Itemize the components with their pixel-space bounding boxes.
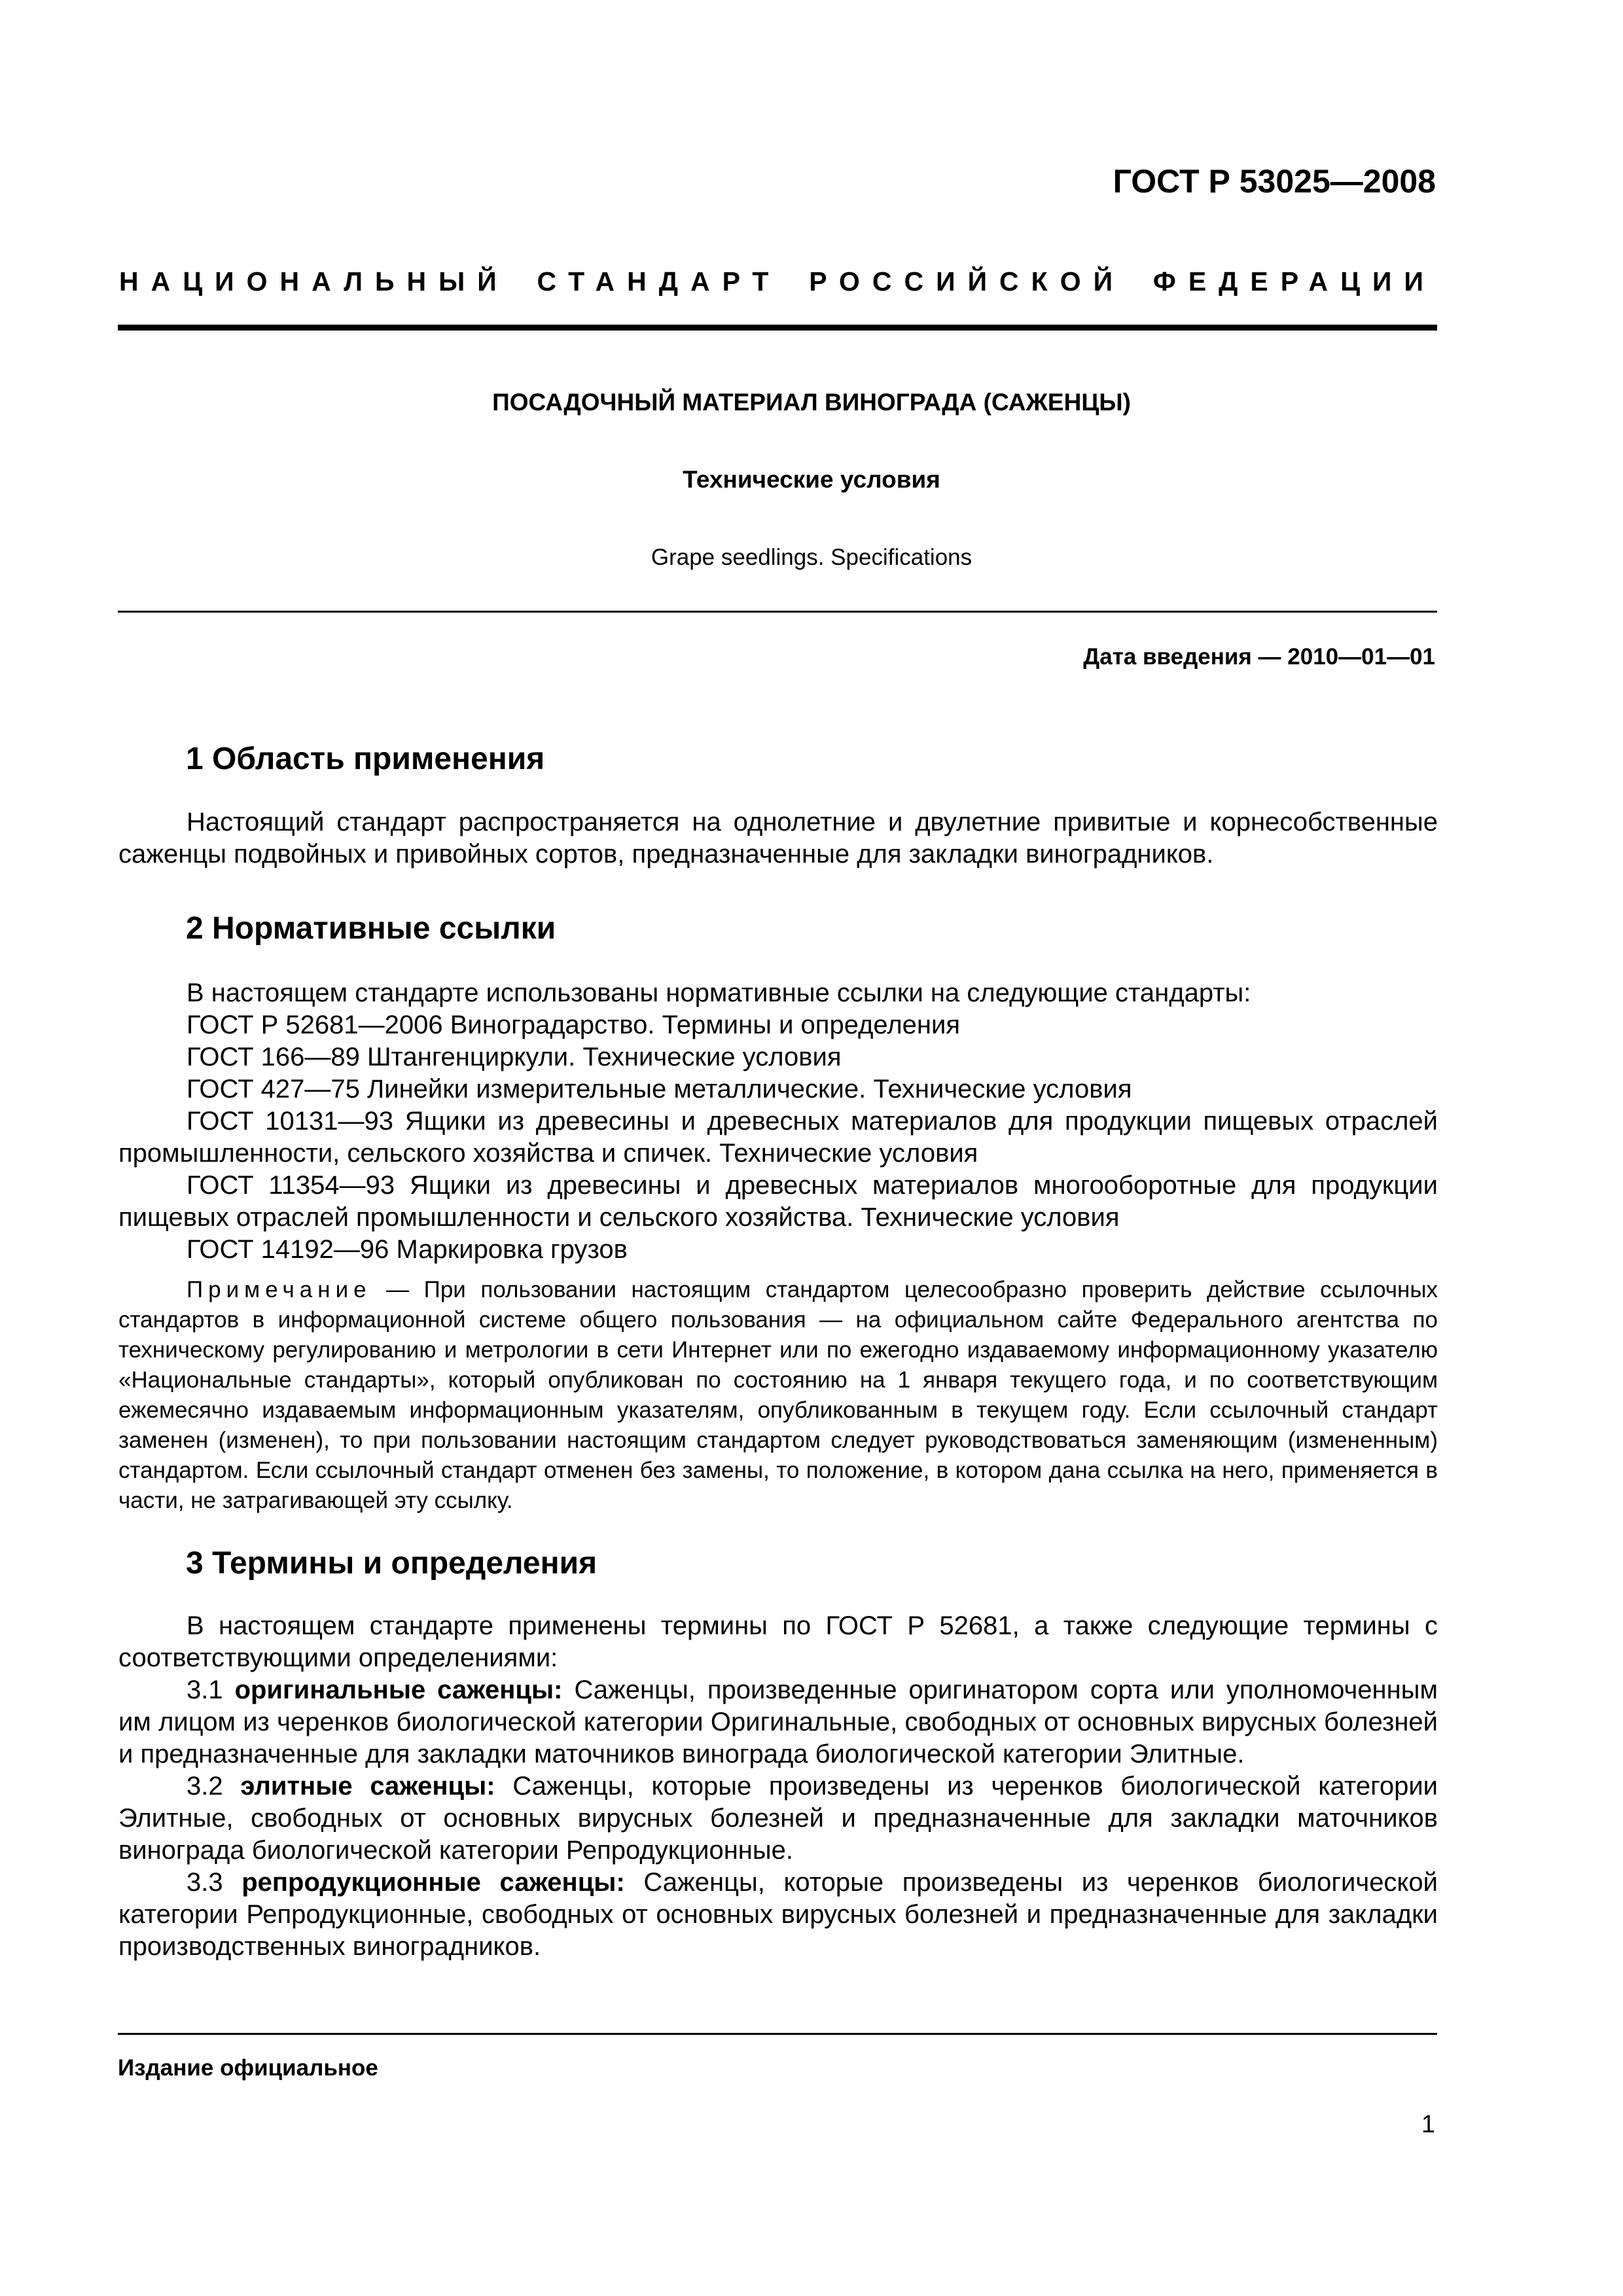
- term-definition: [118, 1770, 1438, 1867]
- term-definition: [118, 1867, 1438, 1963]
- section-1-heading: 1 Область применения: [186, 742, 545, 776]
- term-name: элитные саженцы:: [240, 1772, 495, 1801]
- banner-word: РОССИЙСКОЙ: [809, 266, 1126, 296]
- document-subtitle: Технические условия: [683, 466, 940, 493]
- paragraph: В настоящем стандарте использованы нормативные ссылки на следующие стандарты:: [187, 978, 1251, 1007]
- section-2-body: [118, 977, 1438, 1266]
- reference-item: ГОСТ 427—75 Линейки измерительные металлические. Технические условия: [187, 1075, 1132, 1103]
- banner-word: СТАНДАРТ: [537, 266, 781, 296]
- term-text: Саженцы, произведенные оригинатором сорта или уполномоченным им лицом из черенков биологической категории Оригинальные, свободных от основных вирусных болезней и предназначенные для закладки маточников винограда биологической категории Элитные.: [118, 1676, 1438, 1768]
- banner-word: НАЦИОНАЛЬНЫЙ: [119, 266, 509, 296]
- reference-item: ГОСТ 166—89 Штангенциркули. Технические условия: [187, 1043, 842, 1071]
- gost-number: ГОСТ Р 53025—2008: [1113, 163, 1436, 200]
- section-3-heading: 3 Термины и определения: [186, 1546, 597, 1581]
- term-name: репродукционные саженцы:: [241, 1868, 625, 1897]
- term-number: 3.3: [187, 1868, 223, 1897]
- paragraph: Настоящий стандарт распространяется на однолетние и двулетние привитые и корнесобственные саженцы подвойных и привойных сортов, предназначенные для закладки виноградников.: [118, 808, 1438, 869]
- term-number: 3.1: [187, 1676, 223, 1704]
- reference-item: ГОСТ 14192—96 Маркировка грузов: [187, 1235, 628, 1264]
- paragraph: В настоящем стандарте применены термины по ГОСТ Р 52681, а также следующие термины с соответствующими определениями:: [118, 1611, 1438, 1672]
- section-3-body: [118, 1610, 1438, 1963]
- term-text: Саженцы, которые произведены из черенков биологической категории Репродукционные, свободных от основных вирусных болезней и предназначенные для закладки производственных виноградников.: [118, 1868, 1438, 1961]
- footer-divider: [118, 2033, 1437, 2035]
- note-label: Примечание: [187, 1277, 372, 1302]
- section-2-heading: 2 Нормативные ссылки: [186, 911, 556, 946]
- term-text: Саженцы, которые произведены из черенков биологической категории Элитные, свободных от основных вирусных болезней и предназначенные для закладки маточников винограда биологической категории Репродукционные.: [118, 1772, 1438, 1865]
- header-divider: [118, 325, 1437, 331]
- introduction-date: Дата введения — 2010—01—01: [1083, 644, 1435, 670]
- term-name: оригинальные саженцы:: [234, 1676, 563, 1704]
- reference-item: ГОСТ 11354—93 Ящики из древесины и древесных материалов многооборотные для продукции пищевых отраслей промышленности и сельского хозяйства. Технические условия: [118, 1171, 1438, 1232]
- note-text: — При пользовании настоящим стандартом целесообразно проверить действие ссылочных стандартов в информационной системе общего пользования — на официальном сайте Федерального агентства по техническому регулированию и метрологии в сети Интернет или по ежегодно издаваемому информационному указателю «Национальные стандарты», который опубликован по состоянию на 1 января текущего года, и по соответствующим ежемесячно издаваемым информационным указателям, опубликованным в текущем году. Если ссылочный стандарт заменен (изменен), то при пользовании настоящим стандартом следует руководствоваться заменяющим (измененным) стандартом. Если ссылочный стандарт отменен без замены, то положение, в котором дана ссылка на него, применяется в части, не затрагивающей эту ссылку.: [118, 1277, 1438, 1513]
- reference-item: ГОСТ 10131—93 Ящики из древесины и древесных материалов для продукции пищевых отраслей промышленности, сельского хозяйства и спичек. Технические условия: [118, 1107, 1438, 1168]
- reference-item: ГОСТ Р 52681—2006 Виноградарство. Термины и определения: [187, 1011, 961, 1039]
- term-definition: [118, 1674, 1438, 1770]
- document-title-english: Grape seedlings. Specifications: [651, 545, 972, 570]
- banner-word: ФЕДЕРАЦИИ: [1152, 266, 1436, 296]
- section-2-note: [118, 1275, 1438, 1516]
- official-edition-label: Издание официальное: [118, 2055, 378, 2081]
- page-number: 1: [1421, 2111, 1435, 2138]
- national-standard-banner: [119, 265, 1436, 298]
- title-divider: [118, 611, 1437, 613]
- document-title: ПОСАДОЧНЫЙ МАТЕРИАЛ ВИНОГРАДА (САЖЕНЦЫ): [492, 389, 1131, 416]
- term-number: 3.2: [187, 1772, 223, 1801]
- section-1-body: [118, 806, 1438, 870]
